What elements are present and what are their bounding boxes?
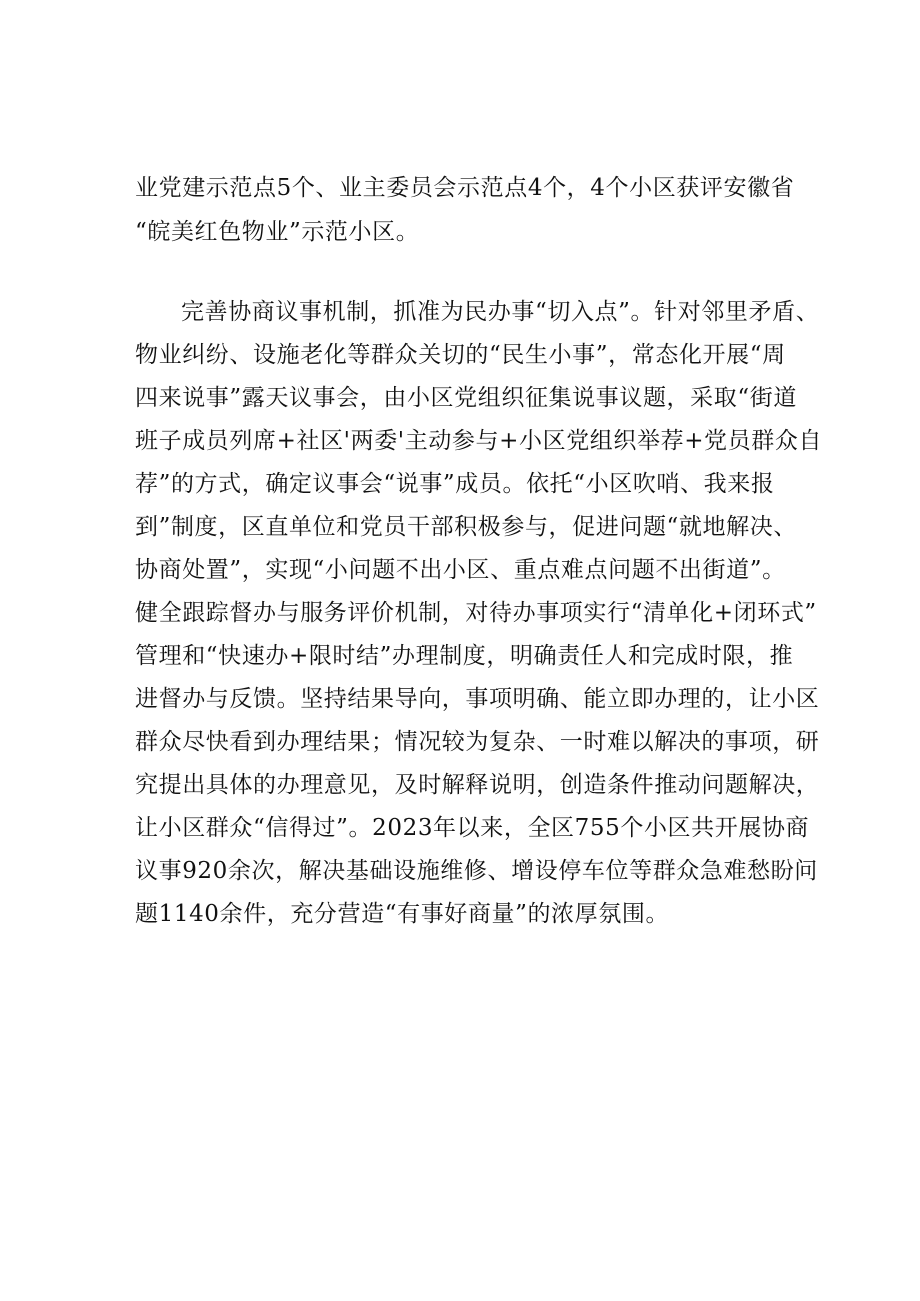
- paragraph-2-line-11: 群众尽快看到办理结果；情况较为复杂、一时难以解决的事项，研: [135, 729, 820, 755]
- paragraph-2-line-13: 让小区群众“信得过”。2023年以来，全区755个小区共开展协商: [135, 815, 810, 841]
- paragraph-2-line-9: 管理和“快速办+限时结”办理制度，明确责任人和完成时限，推: [135, 643, 794, 669]
- paragraph-2-line-15: 题1140余件，充分营造“有事好商量”的浓厚氛围。: [135, 901, 670, 927]
- paragraph-2-line-8: 健全跟踪督办与服务评价机制，对待办事项实行“清单化+闭环式”: [135, 600, 817, 626]
- paragraph-2-line-5: 荐”的方式，确定议事会“说事”成员。依托“小区吹哨、我来报: [135, 471, 775, 497]
- paragraph-2-line-7: 协商处置”，实现“小问题不出小区、重点难点问题不出街道”。: [135, 557, 786, 583]
- paragraph-1-line-2: “皖美红色物业”示范小区。: [135, 219, 420, 245]
- paragraph-2-line-12: 究提出具体的办理意见，及时解释说明，创造条件推动问题解决，: [135, 772, 820, 798]
- paragraph-2-line-2: 物业纠纷、设施老化等群众关切的“民生小事”，常态化开展“周: [135, 342, 786, 368]
- paragraph-2-line-4: 班子成员列席+社区'两委'主动参与+小区党组织举荐+党员群众自: [135, 428, 823, 454]
- paragraph-1-line-1: 业党建示范点5个、业主委员会示范点4个，4个小区获评安徽省: [135, 175, 795, 201]
- paragraph-2-line-14: 议事920余次，解决基础设施维修、增设停车位等群众急难愁盼问: [135, 858, 818, 884]
- paragraph-2-line-10: 进督办与反馈。坚持结果导向，事项明确、能立即办理的，让小区: [135, 686, 820, 712]
- paragraph-2-line-1: 完善协商议事机制，抓准为民办事“切入点”。针对邻里矛盾、: [181, 299, 820, 325]
- paragraph-2-line-6: 到”制度，区直单位和党员干部积极参与，促进问题“就地解决、: [135, 514, 797, 540]
- paragraph-2-line-3: 四来说事”露天议事会，由小区党组织征集说事议题，采取“街道: [135, 385, 797, 411]
